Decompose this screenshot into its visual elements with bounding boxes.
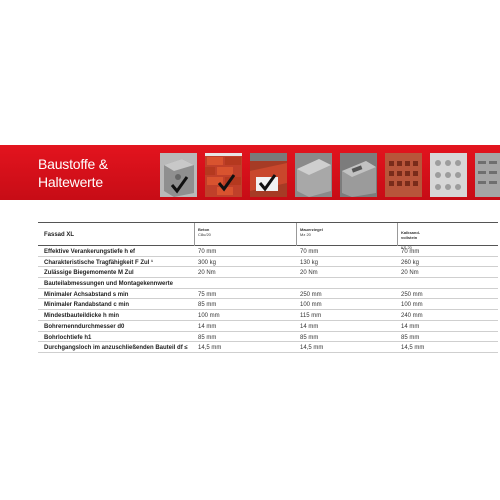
row-label: Zulässige Biegemomente M Zul bbox=[44, 270, 134, 277]
column-sub: Mz 20 bbox=[300, 232, 311, 237]
table-section-row bbox=[38, 278, 498, 289]
table-row bbox=[38, 321, 498, 332]
column-divider bbox=[194, 223, 195, 246]
table-row bbox=[38, 289, 498, 300]
cell-value: 100 mm bbox=[401, 302, 423, 309]
row-label: Minimaler Randabstand c min bbox=[44, 302, 130, 309]
cell-value: 260 kg bbox=[401, 259, 420, 266]
banner-title-line-1: Baustoffe & bbox=[38, 156, 108, 172]
row-label: Effektive Verankerungstiefe h ef bbox=[44, 249, 136, 255]
clay-block-tile-image bbox=[385, 153, 422, 197]
table-header bbox=[38, 222, 498, 250]
cell-value: 20 Nm bbox=[401, 270, 419, 277]
column-sub: C8u/20 bbox=[198, 232, 211, 237]
column-header-brick bbox=[300, 227, 323, 237]
hollow-brick-tile-image bbox=[250, 153, 287, 197]
cell-value: 100 mm bbox=[198, 313, 220, 320]
cell-value: 115 mm bbox=[300, 313, 322, 320]
cell-value: 20 Nm bbox=[300, 270, 318, 277]
banner-title bbox=[38, 155, 108, 191]
cell-value: 14 mm bbox=[401, 323, 420, 330]
cell-value: 14,5 mm bbox=[401, 345, 425, 352]
table-row bbox=[38, 257, 498, 268]
table-row bbox=[38, 342, 498, 353]
cell-value: 70 mm bbox=[300, 249, 319, 255]
cell-value: 85 mm bbox=[300, 334, 319, 341]
cell-value: 250 mm bbox=[300, 291, 322, 298]
row-label: Charakteristische Tragfähigkeit F Zul ¹ bbox=[44, 259, 154, 266]
cell-value: 85 mm bbox=[198, 302, 217, 309]
column-sub: KS 20 bbox=[401, 245, 412, 250]
cell-value: 100 mm bbox=[300, 302, 322, 309]
cell-value: 14,5 mm bbox=[300, 345, 324, 352]
column-name: Beton bbox=[198, 227, 210, 232]
cell-value: 85 mm bbox=[401, 334, 420, 341]
column-divider bbox=[296, 223, 297, 246]
technical-data-table bbox=[38, 222, 498, 353]
cell-value: 14 mm bbox=[198, 323, 217, 330]
cell-value: 250 mm bbox=[401, 291, 423, 298]
cell-value: 75 mm bbox=[198, 291, 217, 298]
column-header-concrete bbox=[198, 227, 211, 237]
section-label: Bauteilabmessungen und Montagekennwerte bbox=[44, 281, 174, 288]
cell-value: 300 kg bbox=[198, 259, 217, 266]
row-label: Durchgangsloch im anzuschließenden Bauteil df ≤ bbox=[44, 345, 188, 352]
cell-value: 240 mm bbox=[401, 313, 423, 320]
column-name: Kalksand- vollstein bbox=[401, 230, 421, 240]
row-label: Bohrernenndurchmesser d0 bbox=[44, 323, 125, 330]
cell-value: 85 mm bbox=[198, 334, 217, 341]
table-row bbox=[38, 310, 498, 321]
cell-value: 14,5 mm bbox=[198, 345, 222, 352]
lightweight-block-tile-image bbox=[475, 153, 500, 197]
cell-value: 70 mm bbox=[198, 249, 217, 255]
brick-tile-image bbox=[205, 153, 242, 197]
table-row bbox=[38, 332, 498, 343]
table-row bbox=[38, 246, 498, 257]
concrete-tile-image bbox=[160, 153, 197, 197]
aerated-block-tile-image bbox=[295, 153, 332, 197]
table-row bbox=[38, 267, 498, 278]
banner-title-line-2: Haltewerte bbox=[38, 174, 103, 190]
cell-value: 130 kg bbox=[300, 259, 319, 266]
material-image-strip bbox=[160, 153, 500, 200]
column-divider bbox=[397, 223, 398, 246]
cell-value: 70 mm bbox=[401, 249, 420, 255]
sand-lime-block-tile-image bbox=[430, 153, 467, 197]
row-label: Minimaler Achsabstand s min bbox=[44, 291, 129, 298]
cell-value: 20 Nm bbox=[198, 270, 216, 277]
hollow-block-tile-image bbox=[340, 153, 377, 197]
cell-value: 14 mm bbox=[300, 323, 319, 330]
material-banner bbox=[0, 145, 500, 200]
table-row bbox=[38, 299, 498, 310]
row-label: Bohrlochtiefe h1 bbox=[44, 334, 92, 341]
table-title: Fassad XL bbox=[44, 232, 75, 238]
column-name: Mauerziegel bbox=[300, 227, 323, 232]
row-label: Mindestbauteildicke h min bbox=[44, 313, 120, 320]
